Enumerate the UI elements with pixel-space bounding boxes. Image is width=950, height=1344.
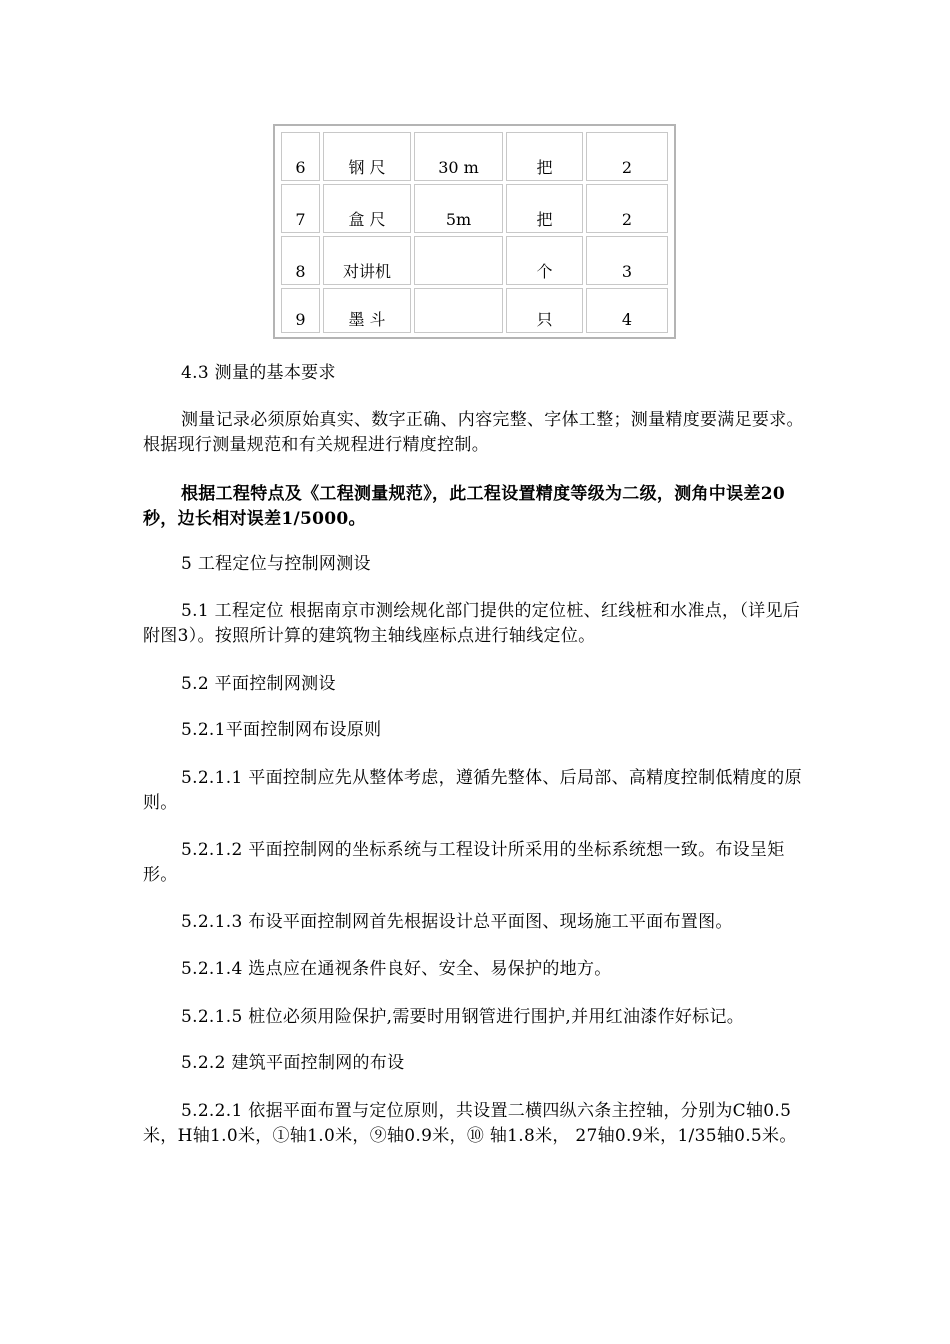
equipment-table xyxy=(273,124,676,339)
table-cell-index: 7 xyxy=(281,184,320,233)
paragraph-measurement-requirements: 测量记录必须原始真实、数字正确、内容完整、字体工整；测量精度要满足要求。根据现行测量规范和有关规程进行精度控制。 xyxy=(143,410,804,455)
paragraph-5-2-1-5: 5.2.1.5 桩位必须用险保护,需要时用钢管进行围护,并用红油漆作好标记。 xyxy=(181,1007,745,1027)
table-row xyxy=(281,132,668,181)
section-heading-5-2: 5.2 平面控制网测设 xyxy=(181,674,336,694)
paragraph-5-1: 5.1 工程定位 根据南京市测绘规化部门提供的定位桩、红线桩和水准点，（详见后附图3）。按照所计算的建筑物主轴线座标点进行轴线定位。 xyxy=(143,601,801,646)
paragraph-5-2-2-1: 5.2.2.1 依据平面布置与定位原则，共设置二横四纵六条主控轴，分别为C轴0.5米，H轴1.0米，①轴1.0米，⑨轴0.9米，⑩ 轴1.8米， 27轴0.9米，1/35轴0.5米。 xyxy=(143,1101,797,1146)
table-cell-spec xyxy=(414,236,503,285)
table-cell-qty: 3 xyxy=(586,236,668,285)
section-heading-5-2-1: 5.2.1平面控制网布设原则 xyxy=(181,720,382,740)
section-heading-5-2-2: 5.2.2 建筑平面控制网的布设 xyxy=(181,1053,405,1073)
paragraph-5-2-1-1: 5.2.1.1 平面控制应先从整体考虑，遵循先整体、后局部、高精度控制低精度的原则。 xyxy=(143,768,802,813)
table-cell-spec: 30 m xyxy=(414,132,503,181)
paragraph-precision-grade: 根据工程特点及《工程测量规范》，此工程设置精度等级为二级，测角中误差20秒，边长相对误差1/5000。 xyxy=(143,484,785,529)
table-cell-spec xyxy=(414,288,503,333)
table-cell-name: 钢 尺 xyxy=(323,132,411,181)
table-cell-index: 8 xyxy=(281,236,320,285)
table-row xyxy=(281,184,668,233)
table-cell-name: 盒 尺 xyxy=(323,184,411,233)
table-cell-qty: 2 xyxy=(586,132,668,181)
table-cell-qty: 2 xyxy=(586,184,668,233)
section-heading-4-3: 4.3 测量的基本要求 xyxy=(181,363,336,383)
paragraph-5-2-1-3: 5.2.1.3 布设平面控制网首先根据设计总平面图、现场施工平面布置图。 xyxy=(181,912,733,932)
table-cell-unit: 个 xyxy=(506,236,583,285)
paragraph-5-2-1-2: 5.2.1.2 平面控制网的坐标系统与工程设计所采用的坐标系统想一致。布设呈矩形。 xyxy=(143,840,785,885)
table-cell-name: 墨 斗 xyxy=(323,288,411,333)
table-cell-unit: 把 xyxy=(506,184,583,233)
table-row xyxy=(281,236,668,285)
table-cell-index: 6 xyxy=(281,132,320,181)
paragraph-5-2-1-4: 5.2.1.4 选点应在通视条件良好、安全、易保护的地方。 xyxy=(181,959,612,979)
table-cell-unit: 只 xyxy=(506,288,583,333)
table-cell-qty: 4 xyxy=(586,288,668,333)
table-cell-index: 9 xyxy=(281,288,320,333)
table-cell-name: 对讲机 xyxy=(323,236,411,285)
table-cell-unit: 把 xyxy=(506,132,583,181)
equipment-table-grid xyxy=(278,129,671,336)
table-cell-spec: 5m xyxy=(414,184,503,233)
section-heading-5: 5 工程定位与控制网测设 xyxy=(181,554,371,574)
table-row xyxy=(281,288,668,333)
